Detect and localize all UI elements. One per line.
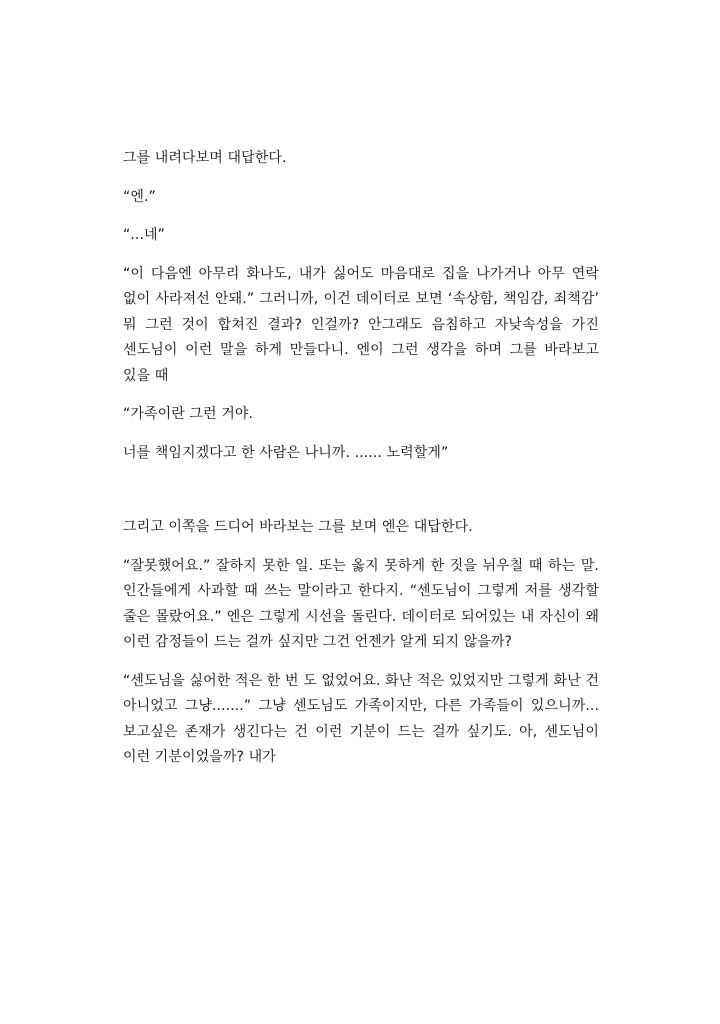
paragraph: “센도님을 싫어한 적은 한 번 도 없었어요. 화난 적은 있었지만 그렇게 화난 건 아니었고 그냥.......” 그냥 센도님도 가족이지만, 다른 가족들이 있으니까... 보고싶은 존재가 생긴다는 건 이런 기분이 드는 걸까 싶기도. 아, 센도님이 이런 기분이었을까? 내가 [123,672,599,765]
paragraph: 너를 책임지겠다고 한 사람은 나니까. ...... 노력할게” [123,444,449,461]
paragraph: 그리고 이쪽을 드디어 바라보는 그를 보며 엔은 대답한다. [123,519,473,535]
document-body [123,146,599,784]
paragraph: “엔.” [123,188,156,205]
paragraph: “이 다음엔 아무리 화나도, 내가 싫어도 마음대로 집을 나가거나 아무 연락 없이 사라져선 안돼.” 그러니까, 이건 데이터로 보면 ‘속상함, 책임감, 죄책감’ 뭐 그런 것이 합쳐진 결과? 인걸까? 안그래도 음침하고 자낮속성을 가진 센도님이 이런 말을 하게 만들다니. 엔이 그런 생각을 하며 그를 바라보고 있을 때 [123,265,599,384]
paragraph: “...네” [123,227,165,243]
section-gap [123,479,599,515]
paragraph: 그를 내려다보며 대답한다. [123,150,287,166]
paragraph: “가족이란 그런 거야. [123,406,253,422]
paragraph: “잘못했어요.” 잘하지 못한 일. 또는 옳지 못하게 한 짓을 뉘우칠 때 하는 말. 인간들에게 사과할 때 쓰는 말이라고 한다지. “센도님이 그렇게 저를 생각할 줄은 몰랐어요.” 엔은 그렇게 시선을 돌린다. 데이터로 되어있는 내 자신이 왜 이런 감정들이 드는 걸까 싶지만 그건 언젠가 알게 되지 않을까? [123,557,599,650]
